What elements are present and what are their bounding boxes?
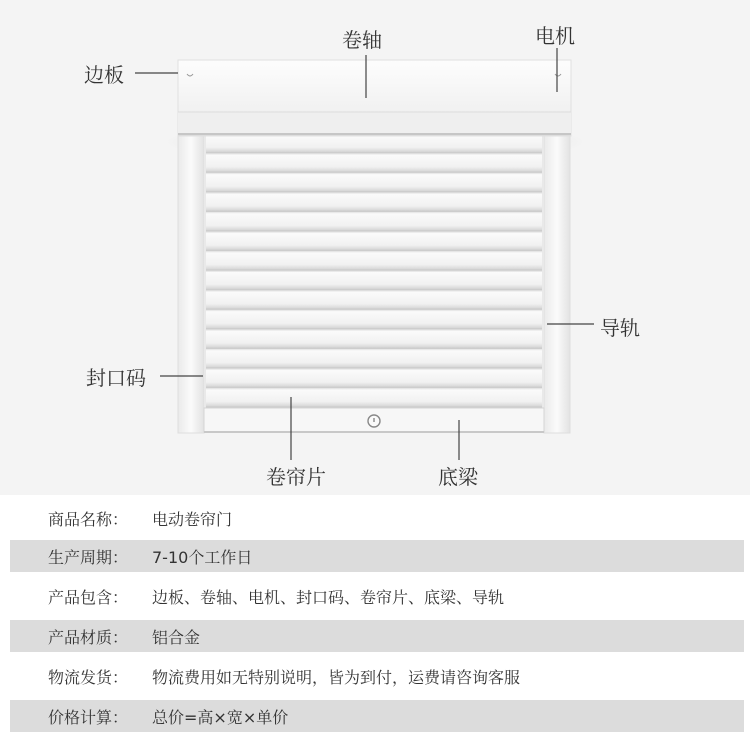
spec-label: 价格计算：: [48, 707, 129, 727]
spec-value: 铝合金: [152, 627, 201, 647]
label-motor: 电机: [535, 24, 575, 48]
spec-row: [10, 580, 744, 612]
spec-row: [10, 540, 744, 572]
label-slat: 卷帘片: [266, 465, 326, 489]
slat: [206, 252, 542, 270]
slat: [206, 135, 542, 153]
label-bottom-beam: 底梁: [438, 465, 478, 489]
right-side-frame: [544, 128, 570, 433]
spec-value: 电动卷帘门: [152, 509, 233, 529]
label-side-panel: 边板: [84, 63, 124, 87]
spec-value: 边板、卷轴、电机、封口码、卷帘片、底梁、导轨: [152, 587, 505, 607]
roller-box-lip: [178, 112, 571, 134]
spec-label: 产品材质：: [48, 627, 129, 647]
spec-label: 生产周期：: [48, 547, 129, 567]
label-guide-rail: 导轨: [600, 316, 640, 340]
spec-value: 7-10个工作日: [152, 547, 253, 567]
slat: [206, 194, 542, 212]
slat: [206, 213, 542, 231]
lock-icon: [368, 415, 380, 427]
slat: [206, 331, 542, 349]
spec-row: [10, 700, 744, 732]
slat: [206, 370, 542, 388]
label-roller-shaft: 卷轴: [342, 28, 382, 52]
slat: [206, 350, 542, 368]
spec-label: 产品包含：: [48, 587, 129, 607]
slat: [206, 272, 542, 290]
spec-label: 物流发货：: [48, 667, 129, 687]
slat: [206, 233, 542, 251]
spec-label: 商品名称：: [48, 509, 129, 529]
spec-row: [10, 660, 744, 692]
label-seal-strip: 封口码: [86, 366, 146, 390]
slat: [206, 389, 542, 407]
spec-value: 物流费用如无特别说明，皆为到付，运费请咨询客服: [152, 667, 521, 687]
slat: [206, 155, 542, 173]
slat: [206, 174, 542, 192]
slat: [206, 311, 542, 329]
spec-row: [10, 620, 744, 652]
spec-value: 总价=高×宽×单价: [152, 707, 289, 727]
slat: [206, 292, 542, 310]
spec-row: [10, 502, 744, 534]
left-side-frame: [178, 128, 204, 433]
